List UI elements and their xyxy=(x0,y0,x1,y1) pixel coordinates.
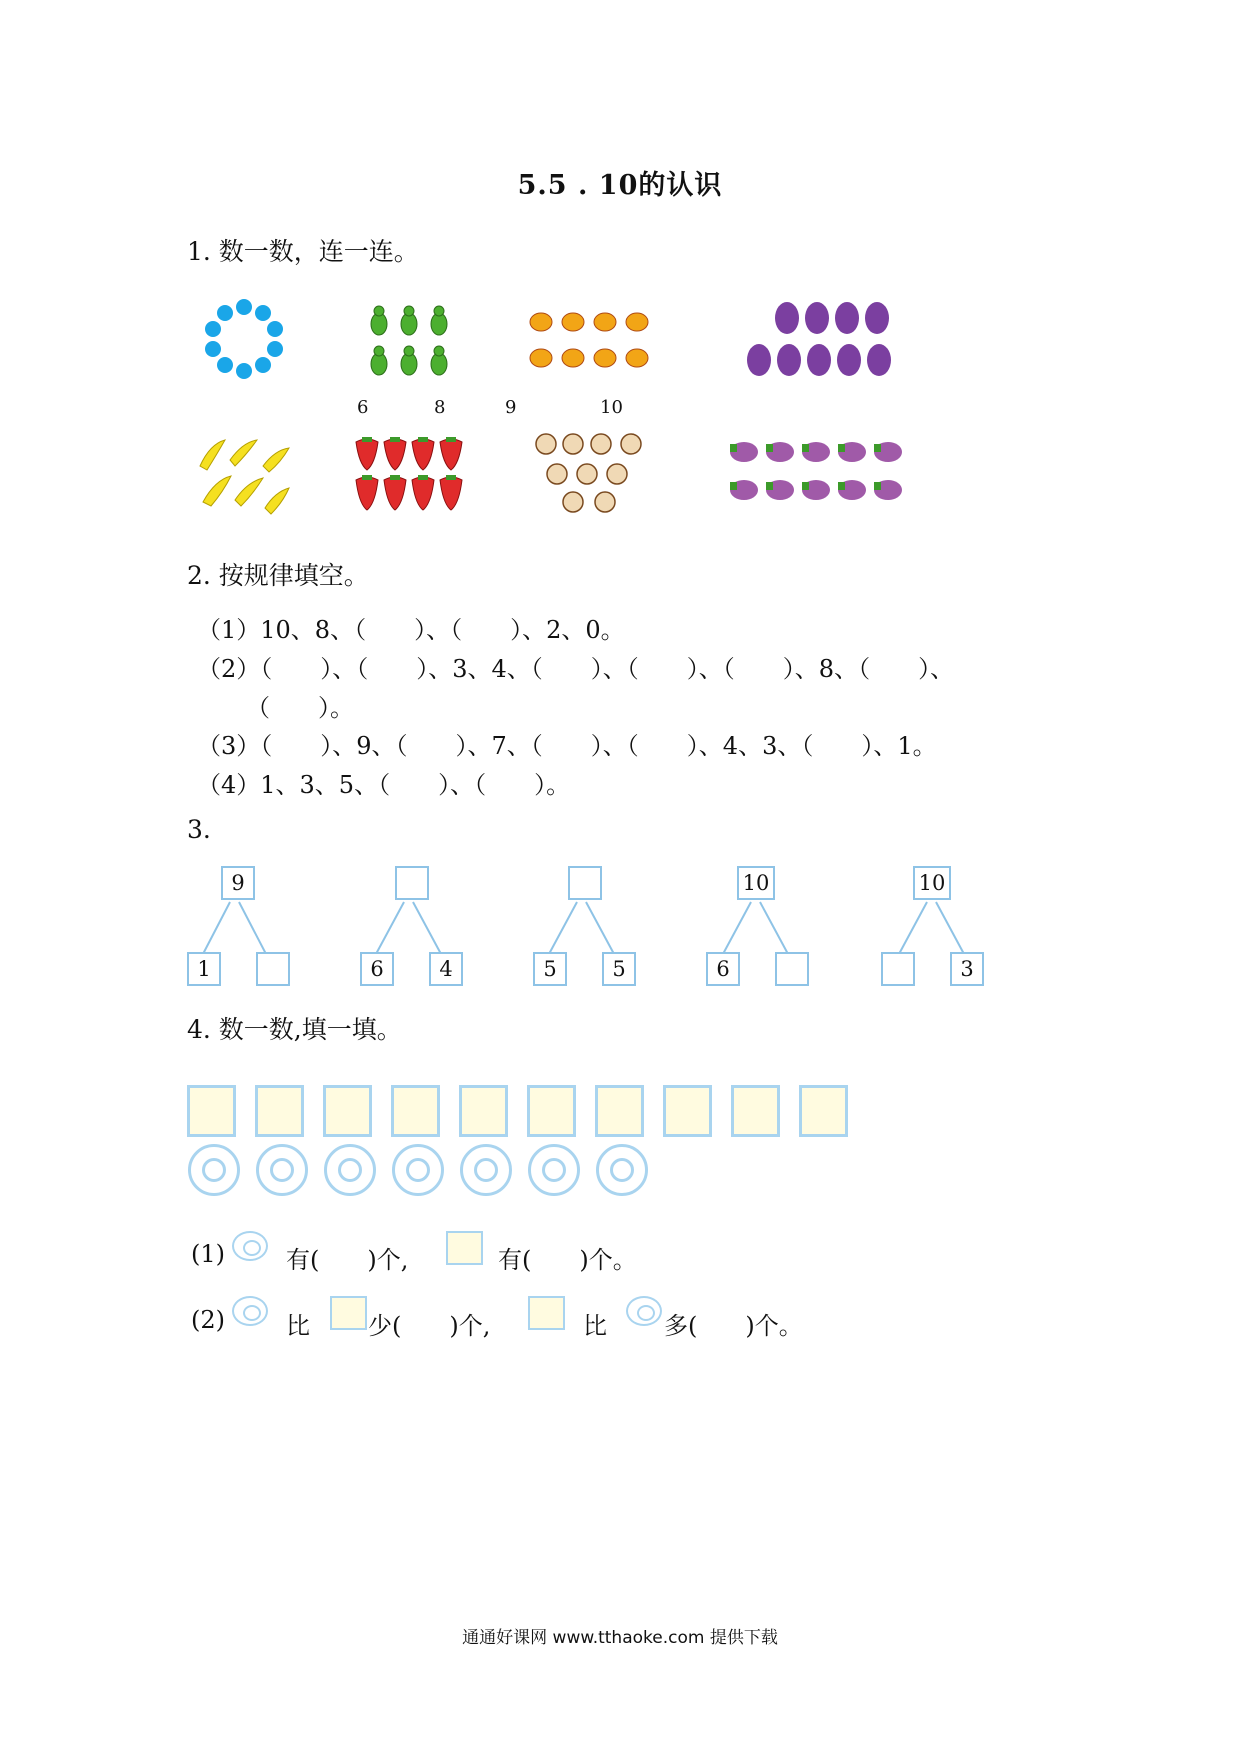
q2-line-2: （2）（ ）、（ ）、3、4、（ ）、（ ）、（ ）、8、（ ）、 xyxy=(197,655,955,683)
footer-source: 通通好课网 www.tthaoke.com 提供下载 xyxy=(462,1628,778,1648)
q4-line-1-text-1: 有( )个, xyxy=(286,1246,409,1274)
ring-shape xyxy=(596,1144,648,1196)
tree-2-top-box[interactable] xyxy=(395,866,429,900)
q4-line-1-text-2: 有( )个。 xyxy=(498,1246,637,1274)
ring-shape xyxy=(528,1144,580,1196)
tree-5-top-box[interactable]: 10 xyxy=(913,866,951,900)
square-shape xyxy=(391,1085,440,1137)
square-shape xyxy=(255,1085,304,1137)
square-icon xyxy=(330,1296,367,1330)
page-title: 5.5 . 10的认识 xyxy=(517,170,723,201)
square-shape xyxy=(595,1085,644,1137)
square-shape xyxy=(799,1085,848,1137)
square-shape xyxy=(663,1085,712,1137)
q4-line-2-text-4: 多( )个。 xyxy=(664,1312,803,1340)
q3-heading: 3. xyxy=(187,815,211,844)
q2-line-2-continued: （ ）。 xyxy=(246,694,354,722)
strawberries-picture xyxy=(353,434,465,514)
square-icon xyxy=(528,1296,565,1330)
blue-dots-picture xyxy=(203,298,285,380)
tree-5-right-box[interactable]: 3 xyxy=(950,952,984,986)
eggplants-picture xyxy=(728,434,908,510)
square-icon xyxy=(446,1231,483,1265)
number-label-9: 9 xyxy=(505,397,517,418)
bananas-picture xyxy=(195,436,295,516)
grasshoppers-picture xyxy=(365,304,455,382)
q1-heading: 1. 数一数，连一连。 xyxy=(187,237,419,266)
tree-4-top-box[interactable]: 10 xyxy=(737,866,775,900)
q4-line-2-prefix: (2) xyxy=(191,1306,225,1334)
q2-line-4: （4）1、3、5、（ ）、（ ）。 xyxy=(197,771,571,799)
birds-picture xyxy=(527,306,657,378)
tree-2-right-box[interactable]: 4 xyxy=(429,952,463,986)
ring-shape xyxy=(460,1144,512,1196)
tree-3-left-box[interactable]: 5 xyxy=(533,952,567,986)
ring-shape xyxy=(324,1144,376,1196)
tree-3-right-box[interactable]: 5 xyxy=(602,952,636,986)
number-label-8: 8 xyxy=(434,397,446,418)
number-label-10: 10 xyxy=(600,397,623,418)
q2-line-3: （3）（ ）、9、（ ）、7、（ ）、（ ）、4、3、（ ）、1。 xyxy=(197,732,937,760)
q4-line-1-prefix: (1) xyxy=(191,1240,225,1268)
number-label-6: 6 xyxy=(357,397,369,418)
tree-1-right-box[interactable] xyxy=(256,952,290,986)
tree-3-top-box[interactable] xyxy=(568,866,602,900)
ring-shape xyxy=(392,1144,444,1196)
ring-icon xyxy=(232,1231,268,1261)
grapes-picture xyxy=(745,296,895,382)
ring-icon xyxy=(626,1296,662,1326)
square-shape xyxy=(187,1085,236,1137)
tree-5-left-box[interactable] xyxy=(881,952,915,986)
ring-shape xyxy=(188,1144,240,1196)
tree-4-left-box[interactable]: 6 xyxy=(706,952,740,986)
q4-line-2-text-3: 比 xyxy=(583,1312,607,1340)
tree-1-left-box[interactable]: 1 xyxy=(187,952,221,986)
square-shape xyxy=(323,1085,372,1137)
ring-shape xyxy=(256,1144,308,1196)
q2-line-1: （1）10、8、（ ）、（ ）、2、0。 xyxy=(197,616,625,644)
tree-2-left-box[interactable]: 6 xyxy=(360,952,394,986)
tree-1-top-box[interactable]: 9 xyxy=(221,866,255,900)
square-shape xyxy=(459,1085,508,1137)
ring-icon xyxy=(232,1296,268,1326)
square-shape xyxy=(527,1085,576,1137)
q4-line-2-text-2: 少( )个, xyxy=(368,1312,491,1340)
puppies-picture xyxy=(531,432,651,516)
q4-line-2-text-1: 比 xyxy=(286,1312,310,1340)
q2-heading: 2. 按规律填空。 xyxy=(187,561,369,590)
q4-heading: 4. 数一数,填一填。 xyxy=(187,1015,402,1044)
tree-4-right-box[interactable] xyxy=(775,952,809,986)
square-shape xyxy=(731,1085,780,1137)
